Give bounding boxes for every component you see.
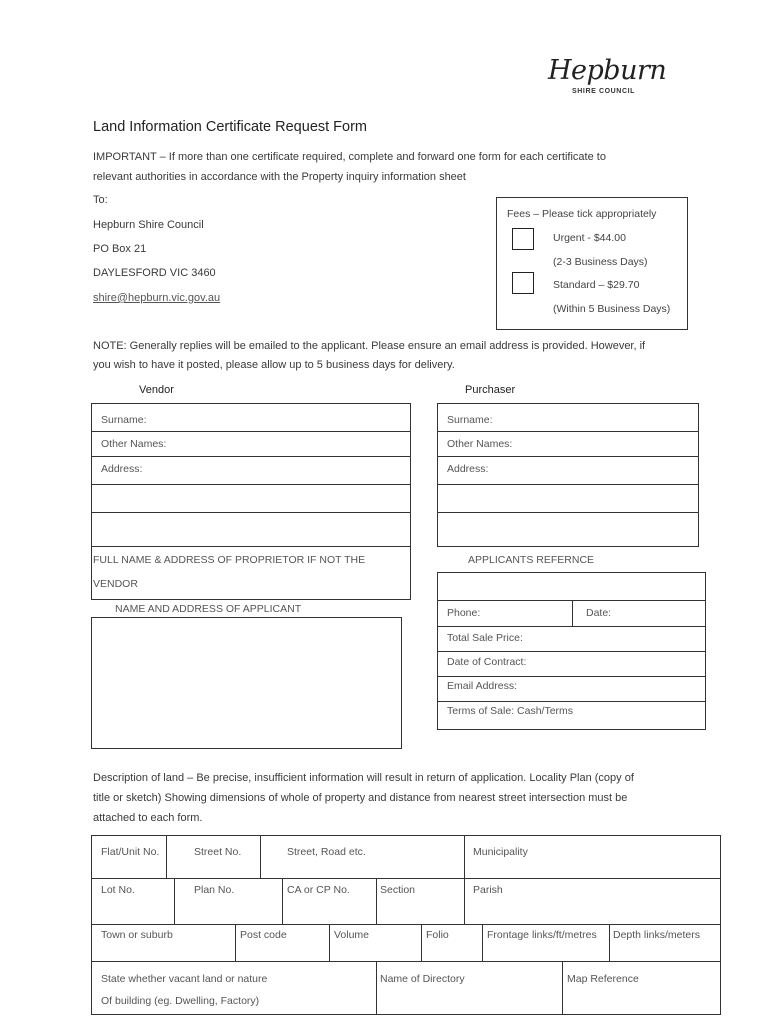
important-text-line2: relevant authorities in accordance with the Property inquiry information sheet bbox=[93, 171, 466, 183]
date-of-contract-field[interactable] bbox=[540, 653, 700, 671]
vendor-divider bbox=[91, 484, 411, 485]
proprietor-label-line1: FULL NAME & ADDRESS OF PROPRIETOR IF NOT THE bbox=[93, 554, 366, 566]
purchaser-address-line3-field[interactable] bbox=[443, 518, 693, 540]
land-col-divider bbox=[174, 878, 175, 924]
state-vacant-label-line1: State whether vacant land or nature bbox=[101, 973, 268, 985]
description-line1: Description of land – Be precise, insufficient information will result in return of application. Locality Plan (copy of bbox=[93, 772, 634, 784]
applicant-field[interactable] bbox=[96, 622, 396, 744]
council-logo bbox=[548, 55, 667, 102]
logo-wordmark: Hepburn bbox=[548, 55, 667, 86]
email-address-label: Email Address: bbox=[447, 680, 518, 692]
land-col-divider bbox=[562, 961, 563, 1015]
plan-no-label: Plan No. bbox=[194, 884, 235, 896]
details-divider bbox=[437, 701, 706, 702]
vendor-heading: Vendor bbox=[139, 384, 174, 396]
land-col-divider bbox=[376, 961, 377, 1015]
logo-subtitle: SHIRE COUNCIL bbox=[572, 88, 636, 95]
land-table-border bbox=[91, 835, 721, 1015]
depth-label: Depth links/meters bbox=[613, 929, 700, 941]
total-sale-price-label: Total Sale Price: bbox=[447, 632, 523, 644]
vendor-address-line3-field[interactable] bbox=[98, 518, 398, 536]
vendor-surname-field[interactable] bbox=[160, 409, 400, 427]
purchaser-address-label: Address: bbox=[447, 463, 489, 475]
applicants-reference-heading: APPLICANTS REFERNCE bbox=[468, 554, 595, 566]
standard-checkbox[interactable] bbox=[512, 272, 534, 294]
email-address-field[interactable] bbox=[530, 678, 700, 696]
ca-cp-no-label: CA or CP No. bbox=[287, 884, 350, 896]
phone-label: Phone: bbox=[447, 607, 481, 619]
volume-label: Volume bbox=[334, 929, 370, 941]
land-col-divider bbox=[464, 835, 465, 878]
purchaser-surname-field[interactable] bbox=[505, 409, 690, 427]
vendor-divider bbox=[91, 546, 411, 547]
purchaser-other-names-label: Other Names: bbox=[447, 438, 513, 450]
proprietor-label-line2: VENDOR bbox=[93, 578, 138, 590]
lot-no-label: Lot No. bbox=[101, 884, 135, 896]
po-box: PO Box 21 bbox=[93, 243, 147, 255]
applicants-reference-field[interactable] bbox=[443, 577, 698, 595]
to-label: To: bbox=[93, 194, 108, 206]
state-vacant-label-line2: Of building (eg. Dwelling, Factory) bbox=[101, 995, 260, 1007]
parish-label: Parish bbox=[473, 884, 503, 896]
land-col-divider bbox=[421, 924, 422, 961]
date-label: Date: bbox=[586, 607, 612, 619]
total-sale-price-field[interactable] bbox=[535, 629, 700, 647]
town-suburb-label: Town or suburb bbox=[101, 929, 173, 941]
land-col-divider bbox=[329, 924, 330, 961]
land-col-divider bbox=[166, 835, 167, 878]
land-col-divider bbox=[282, 878, 283, 924]
purchaser-divider bbox=[437, 431, 699, 432]
section-label: Section bbox=[380, 884, 416, 896]
folio-label: Folio bbox=[426, 929, 449, 941]
terms-of-sale-label: Terms of Sale: Cash/Terms bbox=[447, 705, 574, 717]
land-row-divider bbox=[91, 924, 721, 925]
urgent-label: Urgent - $44.00 bbox=[553, 232, 626, 244]
street-no-label: Street No. bbox=[194, 846, 242, 858]
form-title: Land Information Certificate Request Form bbox=[93, 119, 368, 135]
details-divider bbox=[437, 651, 706, 652]
land-col-divider bbox=[376, 878, 377, 924]
important-text-line1: IMPORTANT – If more than one certificate required, complete and forward one form for each certificate to bbox=[93, 151, 606, 163]
standard-label: Standard – $29.70 bbox=[553, 279, 640, 291]
council-name: Hepburn Shire Council bbox=[93, 219, 204, 231]
purchaser-heading: Purchaser bbox=[465, 384, 516, 396]
standard-note: (Within 5 Business Days) bbox=[553, 303, 671, 315]
phone-date-divider bbox=[572, 600, 573, 626]
vendor-divider bbox=[91, 456, 411, 457]
land-col-divider bbox=[609, 924, 610, 961]
vendor-surname-label: Surname: bbox=[101, 414, 147, 426]
land-row-divider bbox=[91, 961, 721, 962]
purchaser-divider bbox=[437, 456, 699, 457]
municipality-label: Municipality bbox=[473, 846, 528, 858]
description-line3: attached to each form. bbox=[93, 812, 203, 824]
description-line2: title or sketch) Showing dimensions of whole of property and distance from nearest street intersection must be bbox=[93, 792, 628, 804]
council-email-link[interactable] bbox=[93, 292, 220, 304]
vendor-address-field[interactable] bbox=[150, 459, 400, 477]
purchaser-surname-label: Surname: bbox=[447, 414, 493, 426]
land-col-divider bbox=[482, 924, 483, 961]
vendor-address-line2-field[interactable] bbox=[98, 488, 398, 506]
flat-unit-no-label: Flat/Unit No. bbox=[101, 846, 160, 858]
land-col-divider bbox=[260, 835, 261, 878]
note-line2: you wish to have it posted, please allow up to 5 business days for delivery. bbox=[93, 359, 455, 371]
purchaser-address-field[interactable] bbox=[495, 459, 690, 477]
land-col-divider bbox=[235, 924, 236, 961]
vendor-divider bbox=[91, 512, 411, 513]
vendor-address-label: Address: bbox=[101, 463, 143, 475]
date-field[interactable] bbox=[618, 604, 698, 622]
phone-field[interactable] bbox=[487, 604, 567, 622]
vendor-other-names-label: Other Names: bbox=[101, 438, 167, 450]
urgent-checkbox[interactable] bbox=[512, 228, 534, 250]
vendor-divider bbox=[91, 431, 411, 432]
vendor-other-names-field[interactable] bbox=[180, 434, 400, 452]
date-of-contract-label: Date of Contract: bbox=[447, 656, 527, 668]
frontage-label: Frontage links/ft/metres bbox=[487, 929, 597, 941]
note-line1: NOTE: Generally replies will be emailed to the applicant. Please ensure an email address is provided. However, if bbox=[93, 340, 646, 352]
details-divider bbox=[437, 676, 706, 677]
urgent-note: (2-3 Business Days) bbox=[553, 256, 648, 268]
street-road-label: Street, Road etc. bbox=[287, 846, 366, 858]
details-divider bbox=[437, 626, 706, 627]
map-reference-label: Map Reference bbox=[567, 973, 639, 985]
land-row-divider bbox=[91, 878, 721, 879]
purchaser-address-line2-field[interactable] bbox=[443, 488, 693, 506]
applicant-heading: NAME AND ADDRESS OF APPLICANT bbox=[115, 603, 302, 615]
purchaser-other-names-field[interactable] bbox=[525, 434, 690, 452]
fees-heading: Fees – Please tick appropriately bbox=[507, 208, 657, 220]
council-email[interactable]: shire@hepburn.vic.gov.au bbox=[93, 292, 221, 304]
name-of-directory-label: Name of Directory bbox=[380, 973, 465, 985]
purchaser-divider bbox=[437, 484, 699, 485]
city-postcode: DAYLESFORD VIC 3460 bbox=[93, 267, 216, 279]
post-code-label: Post code bbox=[240, 929, 287, 941]
land-col-divider bbox=[464, 878, 465, 924]
purchaser-divider bbox=[437, 512, 699, 513]
